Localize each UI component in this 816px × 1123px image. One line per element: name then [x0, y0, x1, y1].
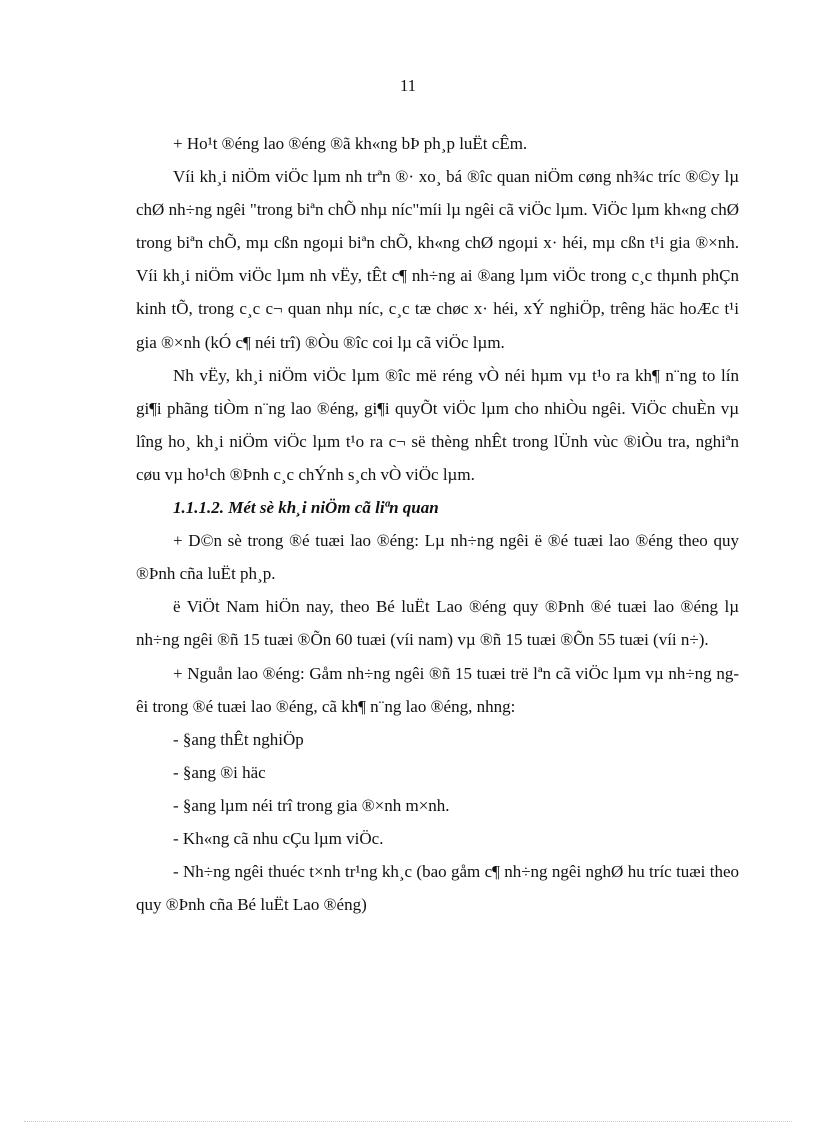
paragraph-working-age-population: + D©n sè trong ®é tuæi lao ®éng: Lµ nh÷ng ngêi ë ®é tuæi lao ®éng theo quy ®Þnh cña luËt ph¸p. — [136, 531, 739, 584]
section-heading: 1.1.1.2. Mét sè kh¸i niÖm cã liªn quan — [173, 498, 439, 518]
paragraph-employment-concept: Víi kh¸i niÖm viÖc lµm nh trªn ®· xo¸ bá ®îc quan niÖm cøng nh¾c tríc ®©y lµ chØ nh÷ng ngêi "trong biªn chÕ nhµ níc"míi lµ ngêi cã viÖc lµm. ViÖc lµm kh«ng chØ trong biªn chÕ, mµ cßn ngoµi biªn chÕ, kh«ng chØ ngoµi x· héi, mµ cßn t¹i gia ®×nh. Víi kh¸i niÖm viÖc lµm nh vËy, tÊt c¶ nh÷ng ai ®ang lµm viÖc trong c¸c thµnh phÇn kinh tÕ, trong c¸c c¬ quan nhµ níc, c¸c tæ chøc x· héi, xÝ nghiÖp, trêng häc hoÆc t¹i gia ®×nh (kÓ c¶ néi trî) ®Òu ®îc coi lµ cã viÖc lµm. — [136, 167, 739, 352]
page-bottom-border — [24, 1121, 792, 1122]
paragraph-labor-source: + Nguån lao ®éng: Gåm nh÷ng ngêi ®ñ 15 tuæi trë lªn cã viÖc lµm vµ nh÷ng ngêi trong ®é tuæi lao ®éng, cã kh¶ n¨ng lao ®éng, nhng: — [136, 663, 739, 716]
paragraph-expanded-concept: Nh vËy, kh¸i niÖm viÖc lµm ®îc më réng vÒ néi hµm vµ t¹o ra kh¶ n¨ng to lín gi¶i phãng tiÒm n¨ng lao ®éng, gi¶i quyÕt viÖc lµm cho nhiÒu ngêi. ViÖc chuÈn vµ lîng ho¸ kh¸i niÖm viÖc lµm t¹o ra c¬ së thèng nhÊt trong lÜnh vùc ®iÒu tra, nghiªn cøu vµ ho¹ch ®Þnh c¸c chÝnh s¸ch vÒ viÖc lµm. — [136, 365, 739, 484]
paragraph-activity-legal: + Ho¹t ®éng lao ®éng ®ã kh«ng bÞ ph¸p luËt cÊm. — [173, 134, 528, 153]
list-item: - §ang lµm néi trî trong gia ®×nh m×nh. — [173, 795, 450, 815]
list-item: - §ang ®i häc — [173, 762, 266, 782]
list-item: - Kh«ng cã nhu cÇu lµm viÖc. — [173, 828, 384, 848]
page-body — [136, 127, 739, 921]
page-number: 11 — [399, 76, 417, 95]
list-item: - Nh÷ng ngêi thuéc t×nh tr¹ng kh¸c (bao gåm c¶ nh÷ng ngêi nghØ hu tríc tuæi theo quy ®Þnh cña Bé luËt Lao ®éng) — [136, 862, 739, 915]
list-item: - §ang thÊt nghiÖp — [173, 729, 304, 749]
paragraph-vietnam-labor-law: ë ViÖt Nam hiÖn nay, theo Bé luËt Lao ®éng quy ®Þnh ®é tuæi lao ®éng lµ nh÷ng ngêi ®ñ 15 tuæi ®Õn 60 tuæi (víi nam) vµ ®ñ 15 tuæi ®Õn 55 tuæi (víi n÷). — [136, 597, 739, 650]
